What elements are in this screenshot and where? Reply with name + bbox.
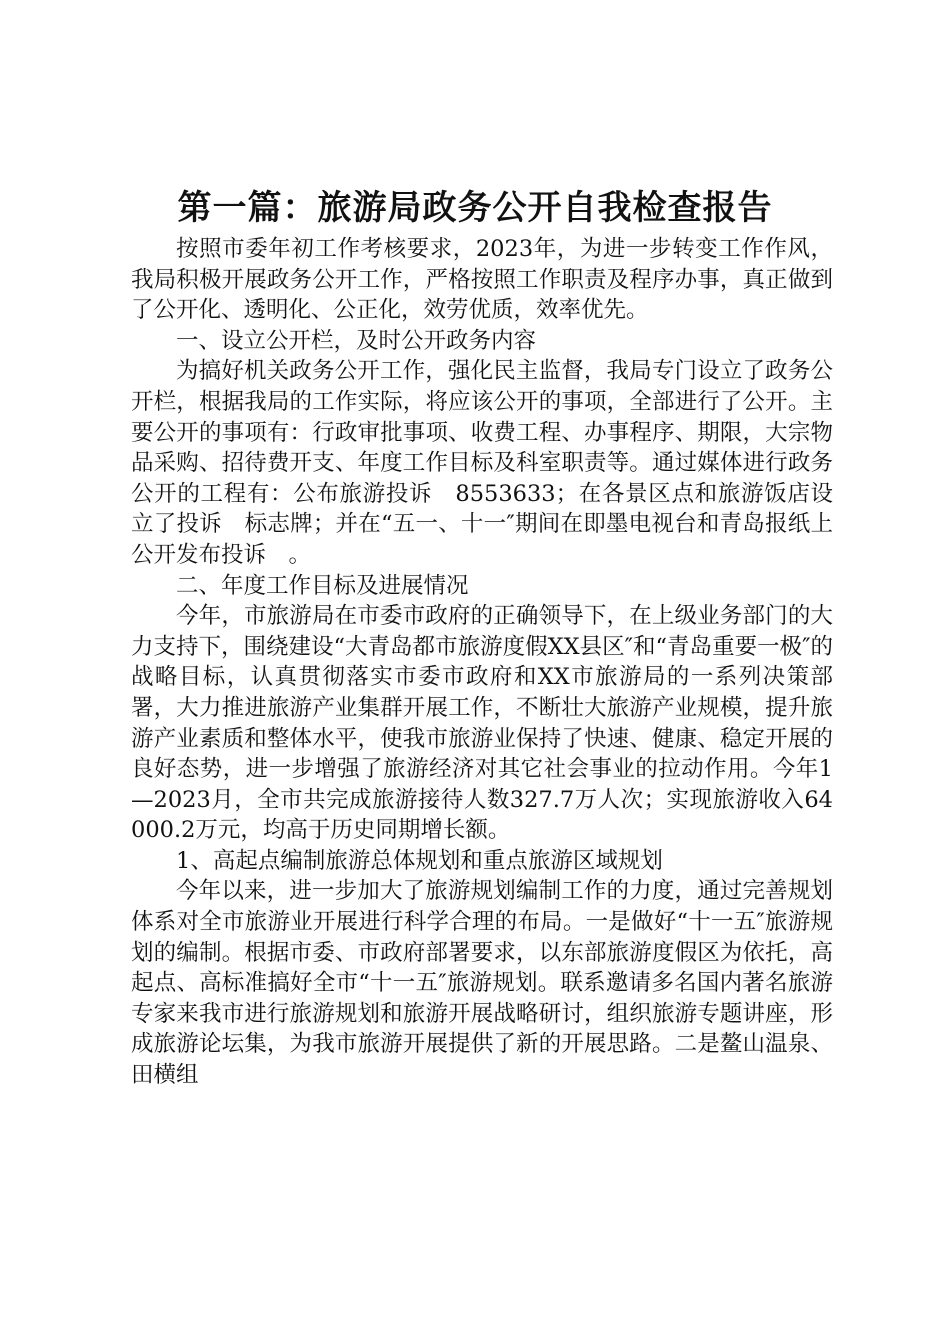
intro-paragraph: 按照市委年初工作考核要求，2023年，为进一步转变工作作风，我局积极开展政务公开工作，严格按照工作职责及程序办事，真正做到了公开化、透明化、公正化，效劳优质，效率优先。 bbox=[131, 236, 833, 324]
subsection-1-paragraph: 今年以来，进一步加大了旅游规划编制工作的力度，通过完善规划体系对全市旅游业开展进行科学合理的布局。一是做好“十一五″旅游规划的编制。根据市委、市政府部署要求，以东部旅游度假区为依托，高起点、高标准搞好全市“十一五″旅游规划。联系邀请多名国内著名旅游专家来我市进行旅游规划和旅游开展战略研讨，组织旅游专题讲座，形成旅游论坛集，为我市旅游开展提供了新的开展思路。二是鳌山温泉、田横组 bbox=[131, 878, 833, 1089]
document-body bbox=[131, 234, 833, 1091]
section-1-paragraph: 为搞好机关政务公开工作，强化民主监督，我局专门设立了政务公开栏，根据我局的工作实际，将应该公开的事项，全部进行了公开。主要公开的事项有：行政审批事项、收费工程、办事程序、期限，大宗物品采购、招待费开支、年度工作目标及科室职责等。通过媒体进行政务公开的工程有：公布旅游投诉 8553633；在各景区点和旅游饭店设立了投诉 标志牌；并在“五一、十一″期间在即墨电视台和青岛报纸上公开发布投诉 。 bbox=[131, 358, 833, 568]
document-title: 第一篇：旅游局政务公开自我检查报告 bbox=[177, 188, 773, 228]
section-2-paragraph: 今年，市旅游局在市委市政府的正确领导下，在上级业务部门的大力支持下，围绕建设“大青岛都市旅游度假XX县区″和“青岛重要一极″的战略目标，认真贯彻落实市委市政府和XX市旅游局的一系列决策部署，大力推进旅游产业集群开展工作，不断壮大旅游产业规模，提升旅游产业素质和整体水平，使我市旅游业保持了快速、健康、稳定开展的良好态势，进一步增强了旅游经济对其它社会事业的拉动作用。今年1—2023月，全市共完成旅游接待人数327.7万人次；实现旅游收入64000.2万元，均高于历史同期增长额。 bbox=[131, 603, 833, 844]
subsection-heading-1: 1、高起点编制旅游总体规划和重点旅游区域规划 bbox=[176, 847, 663, 874]
section-heading-2: 二、年度工作目标及进展情况 bbox=[176, 572, 469, 599]
section-heading-1: 一、设立公开栏，及时公开政务内容 bbox=[176, 327, 537, 354]
